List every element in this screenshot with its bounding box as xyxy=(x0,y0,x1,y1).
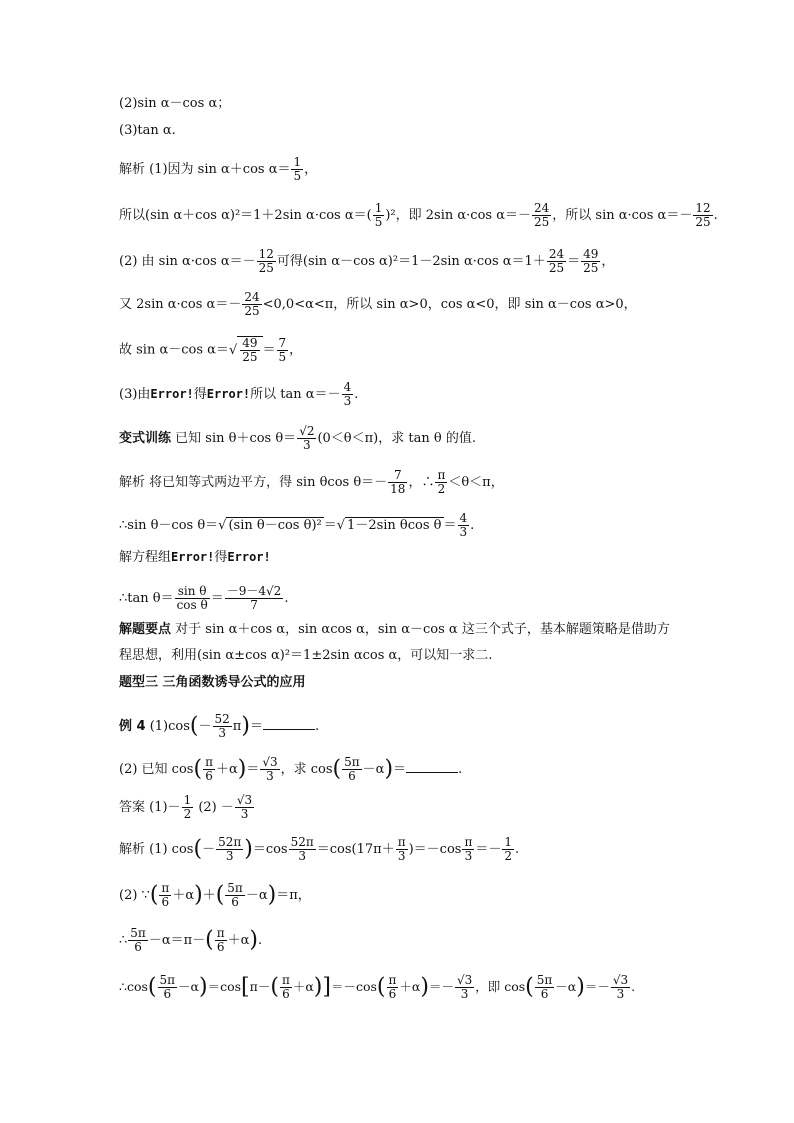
denominator: 6 xyxy=(158,987,178,1001)
text: π－ xyxy=(249,979,271,994)
text: ∴sin θ－cos θ＝ xyxy=(119,518,219,533)
text: (3)由 xyxy=(119,387,151,402)
solution-step-1 xyxy=(119,156,317,183)
text: ，求 cos xyxy=(280,762,333,777)
right-paren: ) xyxy=(198,974,208,1000)
fraction xyxy=(693,202,712,229)
text: 得 xyxy=(193,387,207,402)
example-4-part-1 xyxy=(119,713,319,740)
variant-solution-4 xyxy=(119,585,288,612)
numerator: 7 xyxy=(278,335,287,350)
right-paren: ) xyxy=(237,756,247,782)
text: (2) 由 sin α·cos α＝－ xyxy=(119,254,256,269)
numerator: √3 xyxy=(456,973,473,987)
denominator: 2 xyxy=(435,482,447,496)
fraction xyxy=(455,974,474,1001)
text: 可得(sin α－cos α)²＝1－2sin α·cos α＝1＋ xyxy=(276,254,546,269)
text: ＋α xyxy=(227,933,250,948)
text: 又 2sin α·cos α＝－ xyxy=(119,297,242,312)
solution-step-2 xyxy=(119,202,718,229)
numerator: 4 xyxy=(459,511,468,525)
text: ，∴ xyxy=(408,475,435,490)
denominator: 25 xyxy=(695,215,711,229)
denominator: 5 xyxy=(374,215,383,229)
numerator: 4 xyxy=(343,380,352,394)
text: )＝－cos xyxy=(408,842,462,857)
numerator: 5π xyxy=(536,973,553,987)
denominator: 6 xyxy=(225,895,245,909)
error-placeholder: Error! xyxy=(227,550,271,564)
numerator: π xyxy=(464,835,473,849)
solution-step-6 xyxy=(119,381,358,408)
denominator: 25 xyxy=(583,261,599,275)
example-4-part-2 xyxy=(119,756,462,783)
numerator: 5π xyxy=(159,973,176,987)
denominator: 25 xyxy=(258,261,274,275)
fraction xyxy=(159,882,171,909)
text: (0＜θ＜π)，求 tan θ 的值. xyxy=(317,431,476,446)
text: . xyxy=(284,591,289,606)
numerator: 49 xyxy=(583,247,599,261)
solution-step-5 xyxy=(119,336,302,364)
numerator: 24 xyxy=(548,247,565,261)
radicand: (sin θ－cos θ)² xyxy=(228,518,322,533)
fraction xyxy=(547,248,566,275)
denominator: 5 xyxy=(293,169,302,183)
right-paren: ) xyxy=(241,713,250,739)
text: ＋α xyxy=(172,888,195,903)
fraction xyxy=(257,248,276,275)
fraction xyxy=(175,585,210,612)
text: 故 sin α－cos α＝ xyxy=(119,342,229,358)
answer-blank xyxy=(406,760,458,773)
fraction xyxy=(291,156,303,183)
text: ＝cos xyxy=(207,979,242,994)
left-bracket: [ xyxy=(241,974,250,1000)
text: ＝－ xyxy=(584,979,610,994)
error-placeholder: Error! xyxy=(150,387,194,401)
text: 答案 (1)－ xyxy=(119,800,181,815)
fraction xyxy=(242,291,261,318)
text: ＋α xyxy=(292,979,314,994)
fraction xyxy=(462,836,474,863)
denominator: 3 xyxy=(235,807,254,821)
text: －α xyxy=(555,979,577,994)
left-paren: ( xyxy=(205,927,214,953)
text: <0,0<α<π，所以 sin α>0，cos α<0，即 sin α－cos α>0， xyxy=(262,297,637,312)
text: 程思想，利用(sin α±cos α)²＝1±2sin αcos α，可以知一求二. xyxy=(119,648,493,663)
square-root xyxy=(337,517,444,534)
text: ＝ xyxy=(443,518,457,533)
numerator: 12 xyxy=(258,247,274,261)
fraction xyxy=(458,512,470,539)
numerator: √3 xyxy=(262,755,278,769)
denominator: 6 xyxy=(535,987,555,1001)
text: ＝ xyxy=(210,591,224,606)
denominator: 2 xyxy=(504,849,512,863)
numerator: 49 xyxy=(242,336,258,350)
minus-sign: － xyxy=(198,719,212,734)
right-paren: ) xyxy=(384,756,394,782)
fraction xyxy=(502,836,514,863)
text: (2) ∵ xyxy=(119,888,150,903)
text: (2) － xyxy=(194,800,234,815)
key-point-line-2 xyxy=(119,648,492,664)
numerator: sin θ xyxy=(177,584,207,598)
text: ， xyxy=(601,254,615,269)
right-paren: ) xyxy=(249,927,258,953)
square-root xyxy=(229,336,263,364)
text: ∴ xyxy=(119,933,128,948)
denominator: 3 xyxy=(455,987,474,1001)
text: . xyxy=(458,762,463,777)
numerator: 1 xyxy=(293,155,302,169)
question-part-3 xyxy=(119,123,176,139)
denominator: 3 xyxy=(260,769,279,783)
denominator: 6 xyxy=(203,769,215,783)
numerator: π xyxy=(205,755,213,769)
text: ＝－ xyxy=(428,979,454,994)
text: ＜θ＜π， xyxy=(448,475,504,490)
left-paren: ( xyxy=(215,882,225,908)
numerator: 5π xyxy=(344,755,360,769)
fraction xyxy=(289,836,316,863)
numerator: π xyxy=(388,973,397,987)
text: －α＝π－ xyxy=(148,933,206,948)
numerator: 7 xyxy=(393,468,402,482)
left-paren: ( xyxy=(189,713,199,739)
section-heading xyxy=(119,675,306,691)
denominator: 18 xyxy=(390,482,406,496)
numerator: √3 xyxy=(612,973,629,987)
fraction xyxy=(216,836,243,863)
example-solution-3 xyxy=(119,927,262,954)
minus-sign: － xyxy=(202,842,216,857)
text: ∴tan θ＝ xyxy=(119,591,174,606)
text: 解析 将已知等式两边平方，得 sin θcos θ＝－ xyxy=(119,475,388,490)
fraction xyxy=(435,469,447,496)
denominator: 6 xyxy=(128,940,148,954)
left-paren: ( xyxy=(376,974,386,1000)
text: ＋α xyxy=(399,979,421,994)
fraction xyxy=(128,927,148,954)
numerator: 52π xyxy=(218,835,242,849)
fraction xyxy=(235,794,254,821)
text: 已知 sin θ＋cos θ＝ xyxy=(171,431,297,446)
solution-step-3 xyxy=(119,248,614,275)
denominator: 2 xyxy=(183,807,192,821)
fraction xyxy=(297,425,316,452)
text: )²，即 2sin α·cos α＝－ xyxy=(385,208,531,223)
right-paren: ) xyxy=(194,882,203,908)
text: . xyxy=(258,933,263,948)
denominator: cos θ xyxy=(176,598,208,612)
numerator: √3 xyxy=(236,793,253,807)
text: 对于 sin α＋cos α，sin αcos α，sin α－cos α 这三个式子，基本解题策略是借助方 xyxy=(171,622,670,637)
denominator: 25 xyxy=(242,350,258,364)
right-bracket: ] xyxy=(322,974,331,1000)
right-paren: ) xyxy=(244,836,253,862)
denominator: 3 xyxy=(289,849,316,863)
numerator: π xyxy=(397,835,406,849)
numerator: 24 xyxy=(244,290,260,304)
numerator: 1 xyxy=(504,835,512,849)
denominator: 3 xyxy=(611,987,630,1001)
text: ， xyxy=(289,342,303,358)
numerator: π xyxy=(437,468,446,482)
text: 所以(sin α＋cos α)²＝1＋2sin α·cos α＝( xyxy=(119,208,372,223)
fraction xyxy=(535,974,555,1001)
denominator: 6 xyxy=(280,987,292,1001)
numerator: 5π xyxy=(130,926,146,940)
fraction xyxy=(225,585,284,612)
right-paren: ) xyxy=(420,974,429,1000)
denominator: 25 xyxy=(244,304,260,318)
text: ＝－ xyxy=(475,842,502,857)
denominator: 25 xyxy=(533,215,550,229)
fraction xyxy=(611,974,630,1001)
left-paren: ( xyxy=(332,756,342,782)
denominator: 6 xyxy=(342,769,362,783)
denominator: 3 xyxy=(459,525,468,539)
denominator: 6 xyxy=(159,895,171,909)
fraction xyxy=(213,713,232,740)
answer-line xyxy=(119,794,255,821)
heading-text: 题型三 三角函数诱导公式的应用 xyxy=(119,675,306,690)
section-label: 变式训练 xyxy=(119,431,172,446)
fraction xyxy=(182,794,194,821)
fraction xyxy=(387,974,399,1001)
denominator: 7 xyxy=(225,598,284,612)
fraction xyxy=(280,974,292,1001)
text: ，即 cos xyxy=(475,979,526,994)
text: 所以 tan α＝－ xyxy=(250,387,341,402)
text: ＝ xyxy=(246,762,260,777)
radical-sign: √ xyxy=(336,518,346,533)
square-root xyxy=(218,517,324,534)
text: . xyxy=(515,842,520,857)
variant-exercise xyxy=(119,425,476,452)
text: . xyxy=(354,387,359,402)
numerator: 52 xyxy=(214,712,230,726)
fraction xyxy=(388,469,407,496)
numerator: π xyxy=(161,881,170,895)
text: . xyxy=(631,979,636,994)
text: －α xyxy=(178,979,199,994)
text: (3)tan α. xyxy=(119,123,176,138)
text: 解析 (1)因为 sin α＋cos α＝ xyxy=(119,162,291,177)
fraction xyxy=(532,202,551,229)
denominator: 3 xyxy=(343,394,352,408)
fraction xyxy=(396,836,408,863)
key-point-line-1 xyxy=(119,622,670,638)
numerator: π xyxy=(281,973,290,987)
example-solution-2 xyxy=(119,882,311,909)
fraction xyxy=(373,202,385,229)
denominator: 6 xyxy=(215,940,227,954)
numerator: √2 xyxy=(299,424,315,438)
text: ， xyxy=(304,162,318,177)
right-paren: ) xyxy=(576,974,585,1000)
text: (2)sin α－cos α； xyxy=(119,96,231,111)
solution-step-4 xyxy=(119,291,637,318)
text: ＝ xyxy=(323,518,337,533)
text: . xyxy=(314,719,320,734)
text: ＝π， xyxy=(276,888,311,903)
text: ＝ xyxy=(567,254,581,269)
numerator: 52π xyxy=(290,835,314,849)
text: (2) 已知 cos xyxy=(119,762,194,777)
radical-sign: √ xyxy=(218,518,227,533)
numerator: 12 xyxy=(695,201,711,215)
text: 解方程组 xyxy=(119,550,172,565)
numerator: 24 xyxy=(533,201,550,215)
text: －α xyxy=(245,888,268,903)
denominator: 6 xyxy=(387,987,399,1001)
fraction xyxy=(215,927,227,954)
denominator: 3 xyxy=(396,849,408,863)
text: ＝ xyxy=(249,719,263,734)
numerator: －9－4√2 xyxy=(226,584,282,598)
radicand: 1－2sin θcos θ xyxy=(347,518,442,533)
numerator: 5π xyxy=(227,881,243,895)
text: . xyxy=(470,518,475,533)
text: 解析 (1) cos xyxy=(119,842,194,857)
variant-solution-1 xyxy=(119,469,504,496)
right-paren: ) xyxy=(267,882,277,908)
example-solution-4 xyxy=(119,974,635,1001)
denominator: 25 xyxy=(548,261,565,275)
text: ，所以 sin α·cos α＝－ xyxy=(552,208,693,223)
numerator: 1 xyxy=(374,201,383,215)
denominator: 3 xyxy=(213,726,232,740)
fraction xyxy=(342,756,362,783)
denominator: 5 xyxy=(278,349,287,364)
numerator: π xyxy=(216,926,225,940)
left-paren: ( xyxy=(270,974,279,1000)
fraction xyxy=(203,756,215,783)
answer-blank xyxy=(263,717,315,730)
left-paren: ( xyxy=(147,974,157,1000)
text: ＝－cos xyxy=(330,979,377,994)
question-part-2 xyxy=(119,96,230,112)
right-paren: ) xyxy=(313,974,323,1000)
text: ＝cos(17π＋ xyxy=(316,842,395,857)
fraction xyxy=(260,756,279,783)
text: ＝ xyxy=(393,762,407,777)
numerator: 1 xyxy=(183,793,192,807)
text: ＋ xyxy=(202,888,216,903)
text: (1)cos xyxy=(145,719,190,734)
left-paren: ( xyxy=(525,974,534,1000)
text: . xyxy=(713,208,718,223)
fraction xyxy=(581,248,600,275)
denominator: 3 xyxy=(216,849,243,863)
left-paren: ( xyxy=(193,836,203,862)
fraction xyxy=(240,337,259,364)
variant-solution-3 xyxy=(119,549,271,566)
error-placeholder: Error! xyxy=(206,387,251,401)
fraction xyxy=(158,974,178,1001)
denominator: 3 xyxy=(462,849,474,863)
left-paren: ( xyxy=(193,756,203,782)
fraction xyxy=(225,882,245,909)
text: ＋α xyxy=(215,762,238,777)
section-label: 解题要点 xyxy=(119,622,172,637)
text: ∴cos xyxy=(119,979,148,994)
text: 得 xyxy=(214,550,228,565)
variant-solution-2 xyxy=(119,512,474,539)
text: ＝cos xyxy=(252,842,288,857)
text: －α xyxy=(362,762,385,777)
text: ＝ xyxy=(262,342,276,358)
error-placeholder: Error! xyxy=(171,550,215,564)
text: π xyxy=(232,719,242,734)
example-label: 例 4 xyxy=(119,719,146,734)
left-paren: ( xyxy=(149,882,159,908)
radical-sign: √ xyxy=(228,343,238,358)
fraction xyxy=(342,381,354,408)
denominator: 3 xyxy=(297,438,316,452)
example-solution-1 xyxy=(119,836,519,863)
fraction xyxy=(277,337,289,364)
